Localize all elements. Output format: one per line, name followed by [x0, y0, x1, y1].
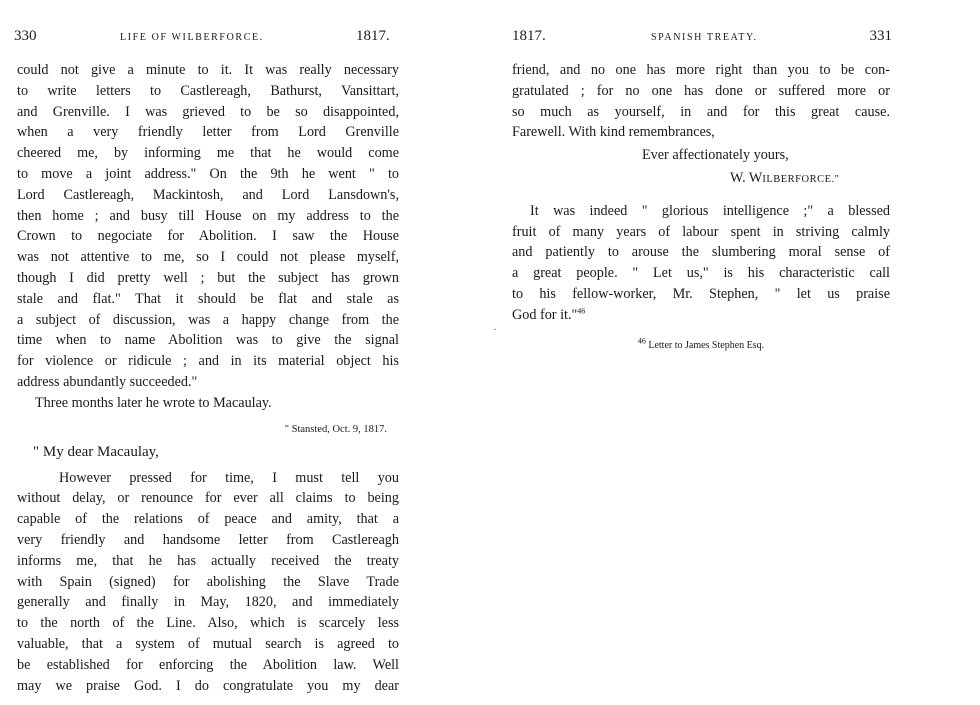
right-paragraph — [512, 201, 890, 326]
text-line: gratulated ; for no one has done or suffered more or — [512, 82, 890, 99]
footnote-text: Letter to James Stephen Esq. — [648, 339, 765, 351]
print-speck — [494, 329, 496, 330]
text-line: informs me, that he has actually received the treaty — [17, 552, 399, 569]
right-page — [500, 0, 900, 705]
text-line: then home ; and busy till House on my address to the — [17, 207, 399, 224]
left-body — [17, 60, 399, 696]
footnote-marker: 46 — [577, 306, 586, 316]
text-line — [512, 305, 890, 326]
letter-dateline: " Stansted, Oct. 9, 1817. — [284, 423, 387, 435]
left-page — [0, 0, 420, 705]
text-line: address abundantly succeeded." — [17, 373, 198, 390]
text-line: However pressed for time, I must tell you — [59, 469, 399, 486]
text-line: Farewell. With kind remembrances, — [512, 124, 715, 141]
left-letter-body — [17, 468, 399, 697]
text-line: and patiently to arouse the slumbering moral sense of — [512, 244, 890, 261]
letter-closing: Ever affectionately yours, — [642, 147, 789, 164]
right-letter-body — [512, 60, 890, 143]
right-page-number: 331 — [869, 28, 892, 44]
text-line: to write letters to Castlereagh, Bathurst, Vansittart, — [17, 82, 399, 99]
text-line: though I did pretty well ; but the subject has grown — [17, 269, 399, 286]
signature-rest: ILBERFORCE." — [762, 173, 840, 185]
text-line: with Spain (signed) for abolishing the Slave Trade — [17, 573, 399, 590]
text-line: a great people. " Let us," is his characteristic call — [512, 265, 890, 282]
text-line: for violence or ridicule ; and in its material object his — [17, 353, 399, 370]
text-line: to the north of the Line. Also, which is scarcely less — [17, 615, 399, 632]
text-line: cheered me, by informing me that he would come — [17, 145, 399, 162]
text-line: may we praise God. I do congratulate you my dear — [17, 677, 399, 694]
text-line: was not attentive to me, so I could not please myself, — [17, 249, 399, 266]
left-year: 1817. — [356, 28, 390, 44]
text-line: generally and finally in May, 1820, and immediately — [17, 594, 399, 611]
letter-signature — [512, 168, 890, 191]
text-line: Crown to negociate for Abolition. I saw the House — [17, 228, 399, 245]
text-line: to move a joint address." On the 9th he went " to — [17, 165, 399, 182]
footnote — [512, 336, 890, 357]
text-line: Lord Castlereagh, Mackintosh, and Lord Lansdown's, — [17, 186, 399, 203]
signature-initial: W. W — [730, 169, 763, 186]
text-line: very friendly and handsome letter from Castlereagh — [17, 531, 399, 548]
letter-salutation: " My dear Macaulay, — [33, 443, 159, 460]
left-page-number: 330 — [14, 28, 37, 44]
left-running-title: LIFE OF WILBERFORCE. — [120, 32, 264, 43]
text-line: could not give a minute to it. It was really necessary — [17, 62, 399, 78]
text-line: fruit of many years of labour spent in striving calmly — [512, 223, 890, 240]
text-line: valuable, that a system of mutual search is agreed to — [17, 635, 399, 652]
right-running-title: SPANISH TREATY. — [651, 32, 758, 43]
left-paragraph-1 — [17, 60, 399, 393]
text-line: so much as yourself, in and for this great cause. — [512, 103, 890, 120]
last-line-text: God for it." — [512, 306, 578, 323]
text-line: time when to name Abolition was to give the signal — [17, 332, 399, 349]
right-body — [512, 60, 890, 356]
text-line: without delay, or renounce for ever all claims to being — [17, 490, 399, 507]
footnote-number: 46 — [637, 336, 646, 346]
text-line: stale and flat." That it should be flat and stale as — [17, 290, 399, 307]
text-line: to his fellow-worker, Mr. Stephen, " let us praise — [512, 285, 890, 302]
right-year: 1817. — [512, 28, 546, 44]
text-line: friend, and no one has more right than you to be con- — [512, 62, 890, 78]
left-paragraph-2: Three months later he wrote to Macaulay. — [35, 394, 272, 411]
text-line: capable of the relations of peace and amity, that a — [17, 511, 399, 528]
text-line: and Grenville. I was grieved to be so disappointed, — [17, 103, 399, 120]
text-line: a subject of discussion, was a happy change from the — [17, 311, 399, 328]
text-line: when a very friendly letter from Lord Grenville — [17, 124, 399, 141]
text-line: It was indeed " glorious intelligence ;" a blessed — [530, 202, 890, 219]
text-line: be established for enforcing the Abolition law. Well — [17, 656, 399, 673]
